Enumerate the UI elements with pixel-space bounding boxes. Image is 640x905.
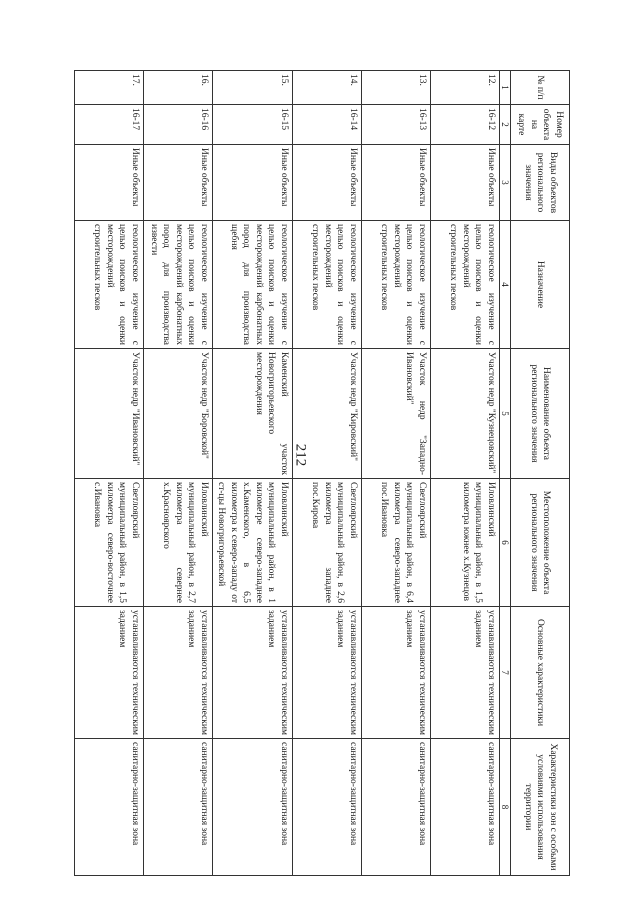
zone-characteristics: санитарно-защитная зона xyxy=(362,739,431,876)
location: Светлоярский муниципальный район, в 6,4 километра северо-западнее пос.Ивановка xyxy=(362,479,431,607)
header-cell: Номер объекта на карте xyxy=(511,105,570,145)
purpose: геологическое изучение с целью поисков и оценки месторождений строительных песков xyxy=(75,221,144,349)
purpose: геологическое изучение с целью поисков и оценки месторождений карбонатных пород для производства извести xyxy=(144,221,213,349)
map-id: 16-13 xyxy=(362,105,431,145)
map-id: 16-17 xyxy=(75,105,144,145)
row-number: 16. xyxy=(144,71,213,105)
table-row xyxy=(144,71,213,876)
table-header-row xyxy=(511,71,570,876)
purpose: геологическое изучение с целью поисков и оценки месторождений строительных песков xyxy=(293,221,362,349)
characteristics: устанавливаются техническим заданием xyxy=(431,607,500,739)
column-number: 3 xyxy=(500,145,511,221)
zone-characteristics: санитарно-защитная зона xyxy=(144,739,213,876)
map-id: 16-16 xyxy=(144,105,213,145)
location: Светлоярский муниципальный район, в 1,5 километра северо-восточнее с.Ивановка xyxy=(75,479,144,607)
column-number: 5 xyxy=(500,349,511,479)
location: Светлоярский муниципальный район, в 2,6 километра западнее пос.Кирова xyxy=(293,479,362,607)
row-number: 12. xyxy=(431,71,500,105)
object-name: Участок недр "Кузнецовский" xyxy=(431,349,500,479)
zone-characteristics: санитарно-защитная зона xyxy=(431,739,500,876)
location: Иловлинский муниципальный район, в 2,7 километра севернее х.Красноярского xyxy=(144,479,213,607)
object-name: Участок недр "Ивановский" xyxy=(75,349,144,479)
objects-table xyxy=(74,70,570,876)
header-cell: Виды объектов регионального значения xyxy=(511,145,570,221)
object-name: Каменский участок Новогригорьевского месторождения xyxy=(213,349,293,479)
table-row xyxy=(431,71,500,876)
header-cell: Характеристики зон с особыми условиями использования территории xyxy=(511,739,570,876)
row-number: 14. xyxy=(293,71,362,105)
object-name: Участок недр "Западно-Ивановский" xyxy=(362,349,431,479)
column-number: 8 xyxy=(500,739,511,876)
column-number: 2 xyxy=(500,105,511,145)
location: Иловлинский муниципальный район, в 1 километре северо-западнее х.Каменского, в 6,5 километра к северо-западу от ст-цы Новогригорьевской xyxy=(213,479,293,607)
header-cell: Назначение xyxy=(511,221,570,349)
characteristics: устанавливаются техническим заданием xyxy=(293,607,362,739)
characteristics: устанавливаются техническим заданием xyxy=(144,607,213,739)
object-name: Участок недр "Боровской" xyxy=(144,349,213,479)
object-type: Иные объекты xyxy=(431,145,500,221)
table-row xyxy=(213,71,293,876)
object-type: Иные объекты xyxy=(75,145,144,221)
row-number: 13. xyxy=(362,71,431,105)
header-cell: Местоположение объекта регионального значения xyxy=(511,479,570,607)
table-row xyxy=(75,71,144,876)
object-type: Иные объекты xyxy=(144,145,213,221)
row-number: 17. xyxy=(75,71,144,105)
header-cell: Наименование объекта регионального значения xyxy=(511,349,570,479)
rotated-table-container xyxy=(60,70,570,875)
zone-characteristics: санитарно-защитная зона xyxy=(293,739,362,876)
zone-characteristics: санитарно-защитная зона xyxy=(213,739,293,876)
page-number: 212 xyxy=(292,443,309,467)
object-type: Иные объекты xyxy=(293,145,362,221)
header-cell: Основные характеристики xyxy=(511,607,570,739)
characteristics: устанавливаются техническим заданием xyxy=(213,607,293,739)
object-type: Иные объекты xyxy=(362,145,431,221)
object-type: Иные объекты xyxy=(213,145,293,221)
map-id: 16-15 xyxy=(213,105,293,145)
purpose: геологическое изучение с целью поисков и оценки месторождений строительных песков xyxy=(431,221,500,349)
column-number: 4 xyxy=(500,221,511,349)
table-row xyxy=(293,71,362,876)
characteristics: устанавливаются техническим заданием xyxy=(75,607,144,739)
row-number: 15. xyxy=(213,71,293,105)
column-number: 7 xyxy=(500,607,511,739)
characteristics: устанавливаются техническим заданием xyxy=(362,607,431,739)
location: Иловлинский муниципальный район, в 1,5 километра южнее х.Кузнецов xyxy=(431,479,500,607)
column-number-row xyxy=(500,71,511,876)
table-row xyxy=(362,71,431,876)
map-id: 16-14 xyxy=(293,105,362,145)
map-id: 16-12 xyxy=(431,105,500,145)
column-number: 1 xyxy=(500,71,511,105)
zone-characteristics: санитарно-защитная зона xyxy=(75,739,144,876)
object-name: Участок недр "Кировский" xyxy=(293,349,362,479)
header-cell: № п/п xyxy=(511,71,570,105)
column-number: 6 xyxy=(500,479,511,607)
purpose: геологическое изучение с целью поисков и оценки месторождений строительных песков xyxy=(362,221,431,349)
purpose: геологическое изучение с целью поисков и оценки месторождений карбонатных пород для производства щебня xyxy=(213,221,293,349)
